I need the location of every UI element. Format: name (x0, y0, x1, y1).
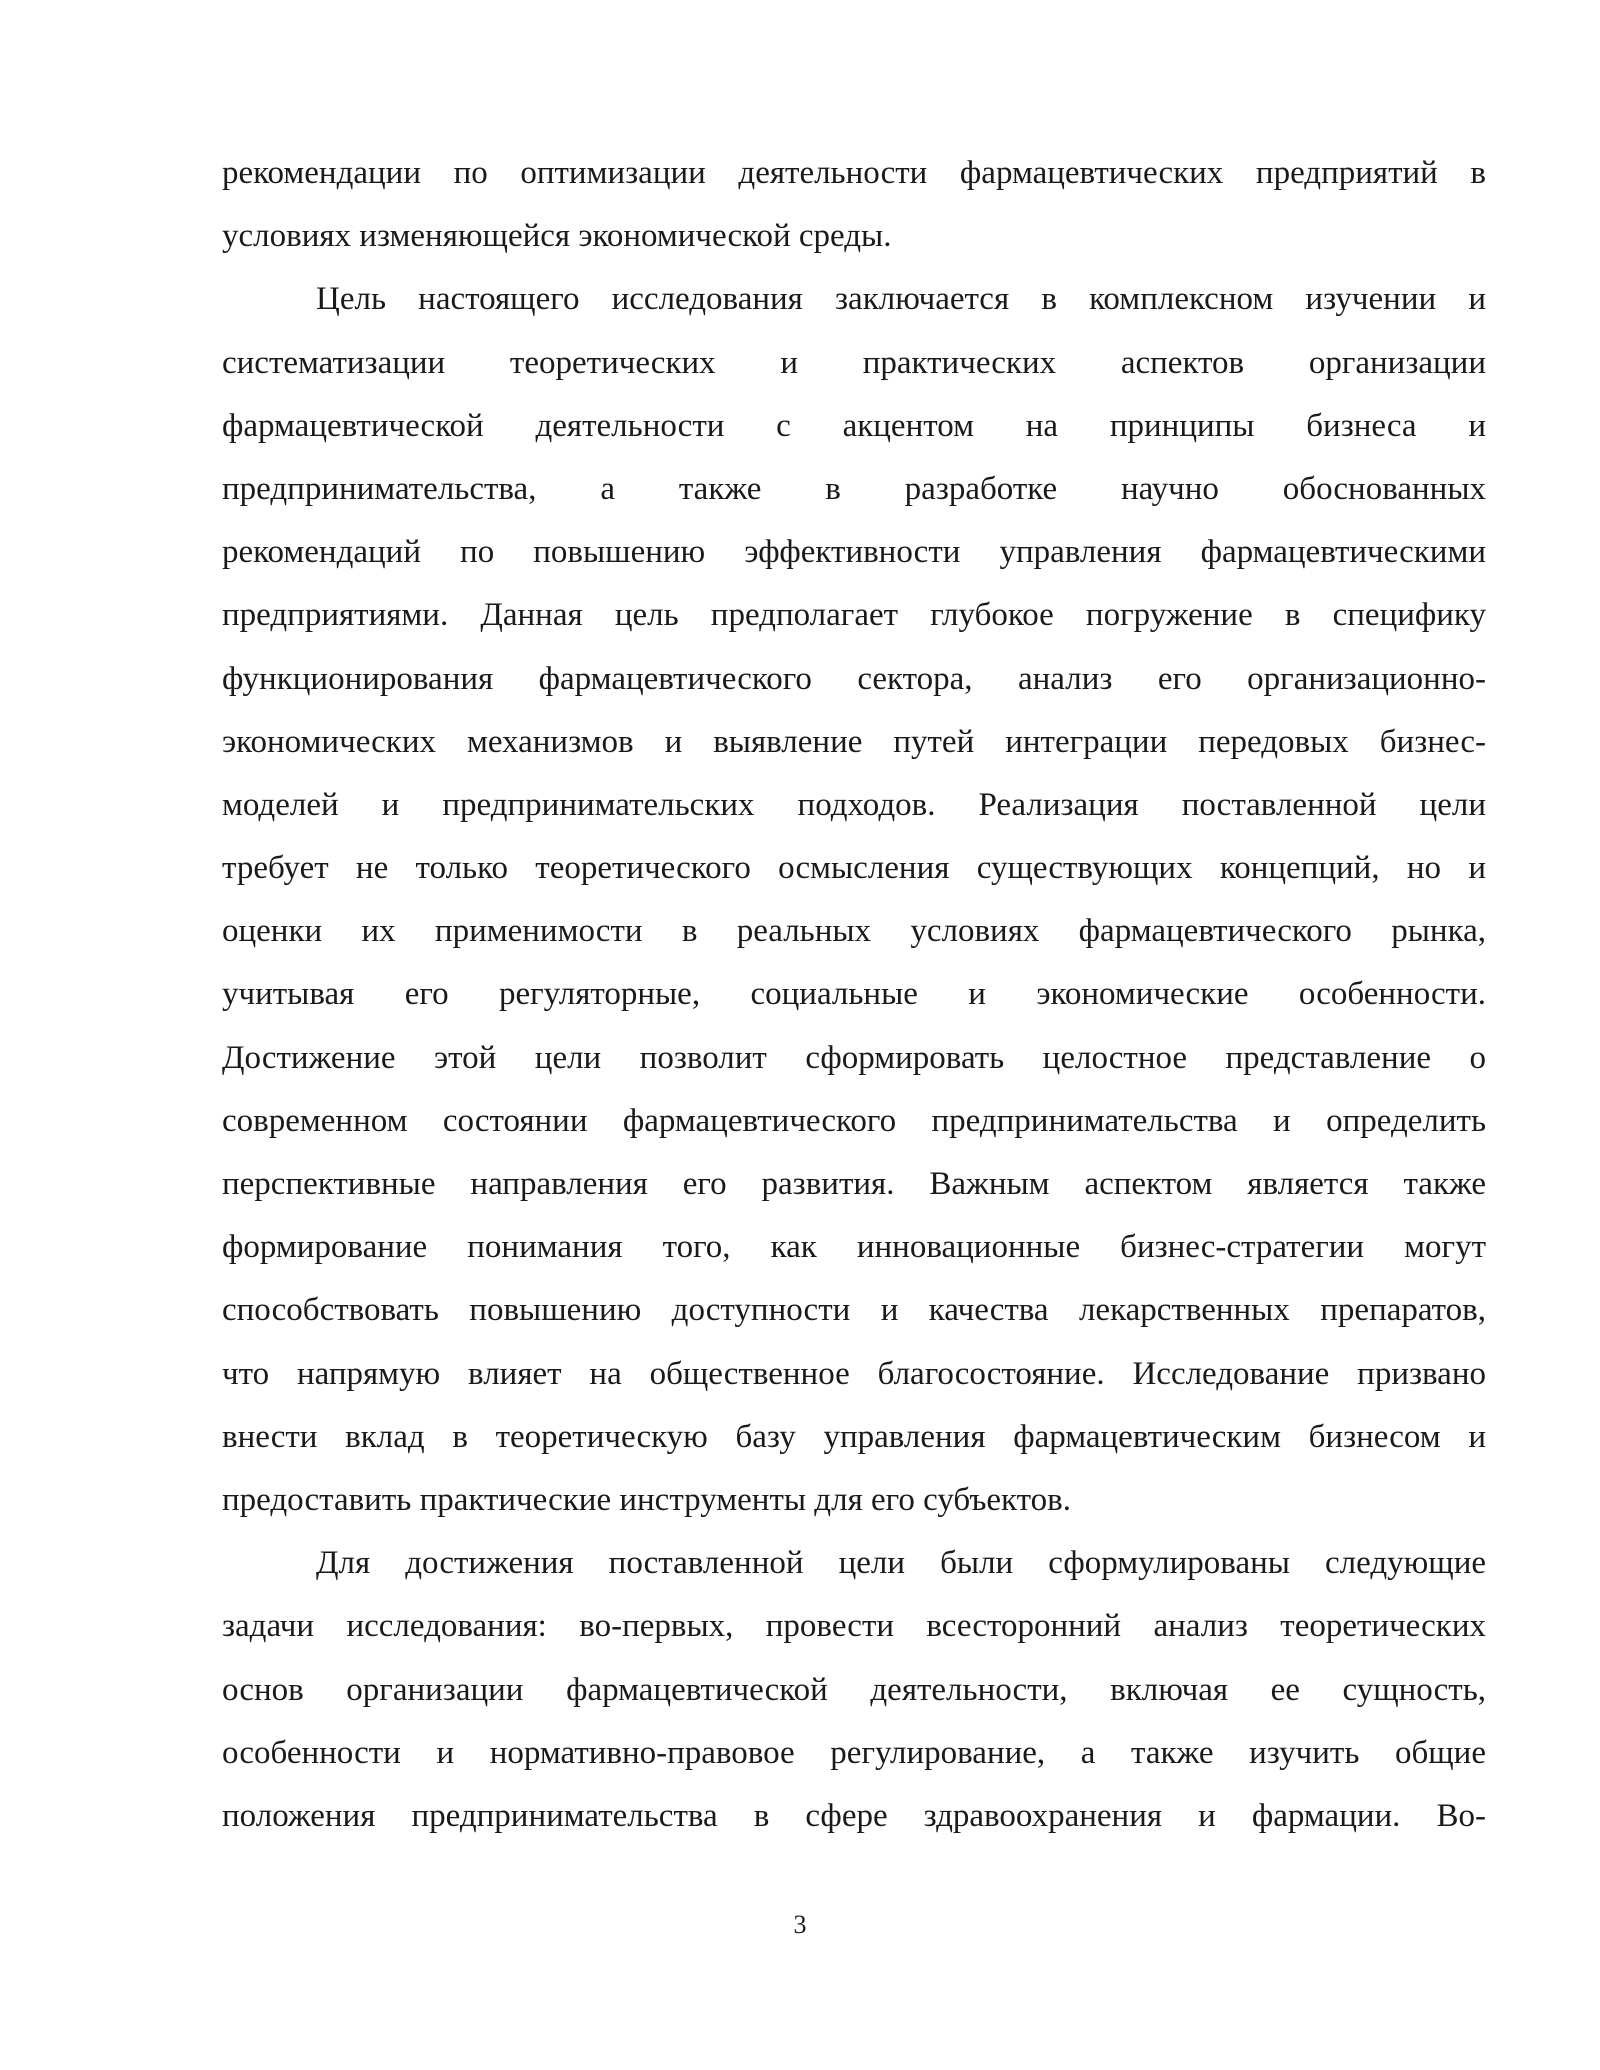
text-line: способствовать повышению доступности и качества лекарственных препаратов, (222, 1292, 1486, 1329)
text-line: Цель настоящего исследования заключается в комплексном изучении и (316, 281, 1486, 318)
text-line: предоставить практические инструменты для его субъектов. (222, 1481, 1071, 1518)
text-line: требует не только теоретического осмысления существующих концепций, но и (222, 850, 1486, 887)
text-line: предприятиями. Данная цель предполагает глубокое погружение в специфику (222, 597, 1486, 634)
text-line: учитывая его регуляторные, социальные и экономические особенности. (222, 976, 1486, 1013)
text-line: функционирования фармацевтического сектора, анализ его организационно- (222, 660, 1486, 697)
text-line: современном состоянии фармацевтического предпринимательства и определить (222, 1102, 1486, 1139)
text-line: основ организации фармацевтической деятельности, включая ее сущность, (222, 1671, 1486, 1708)
text-line: перспективные направления его развития. Важным аспектом является также (222, 1166, 1486, 1202)
text-line: предпринимательства, а также в разработке научно обоснованных (222, 470, 1486, 507)
text-line: фармацевтической деятельности с акцентом на принципы бизнеса и (222, 407, 1486, 444)
body-text (222, 142, 1486, 1848)
text-line: экономических механизмов и выявление путей интеграции передовых бизнес- (222, 723, 1486, 760)
text-line: оценки их применимости в реальных условиях фармацевтического рынка, (222, 913, 1486, 950)
text-line: что напрямую влияет на общественное благосостояние. Исследование призвано (222, 1355, 1486, 1392)
text-line: моделей и предпринимательских подходов. Реализация поставленной цели (222, 786, 1486, 823)
page-number: 3 (793, 1910, 807, 1939)
text-line: условиях изменяющейся экономической среды. (222, 218, 892, 255)
text-line: рекомендации по оптимизации деятельности фармацевтических предприятий в (222, 155, 1486, 191)
text-line: внести вклад в теоретическую базу управления фармацевтическим бизнесом и (222, 1418, 1486, 1455)
text-line: задачи исследования: во-первых, провести всесторонний анализ теоретических (222, 1608, 1486, 1645)
text-line: формирование понимания того, как инновационные бизнес-стратегии могут (222, 1229, 1486, 1266)
text-line: рекомендаций по повышению эффективности управления фармацевтическими (222, 534, 1486, 571)
text-line: положения предпринимательства в сфере здравоохранения и фармации. Во- (222, 1797, 1486, 1834)
text-line: Достижение этой цели позволит сформировать целостное представление о (222, 1039, 1486, 1076)
text-line: особенности и нормативно-правовое регулирование, а также изучить общие (222, 1734, 1486, 1771)
text-line: Для достижения поставленной цели были сформулированы следующие (316, 1545, 1486, 1582)
text-line: систематизации теоретических и практических аспектов организации (222, 344, 1486, 381)
